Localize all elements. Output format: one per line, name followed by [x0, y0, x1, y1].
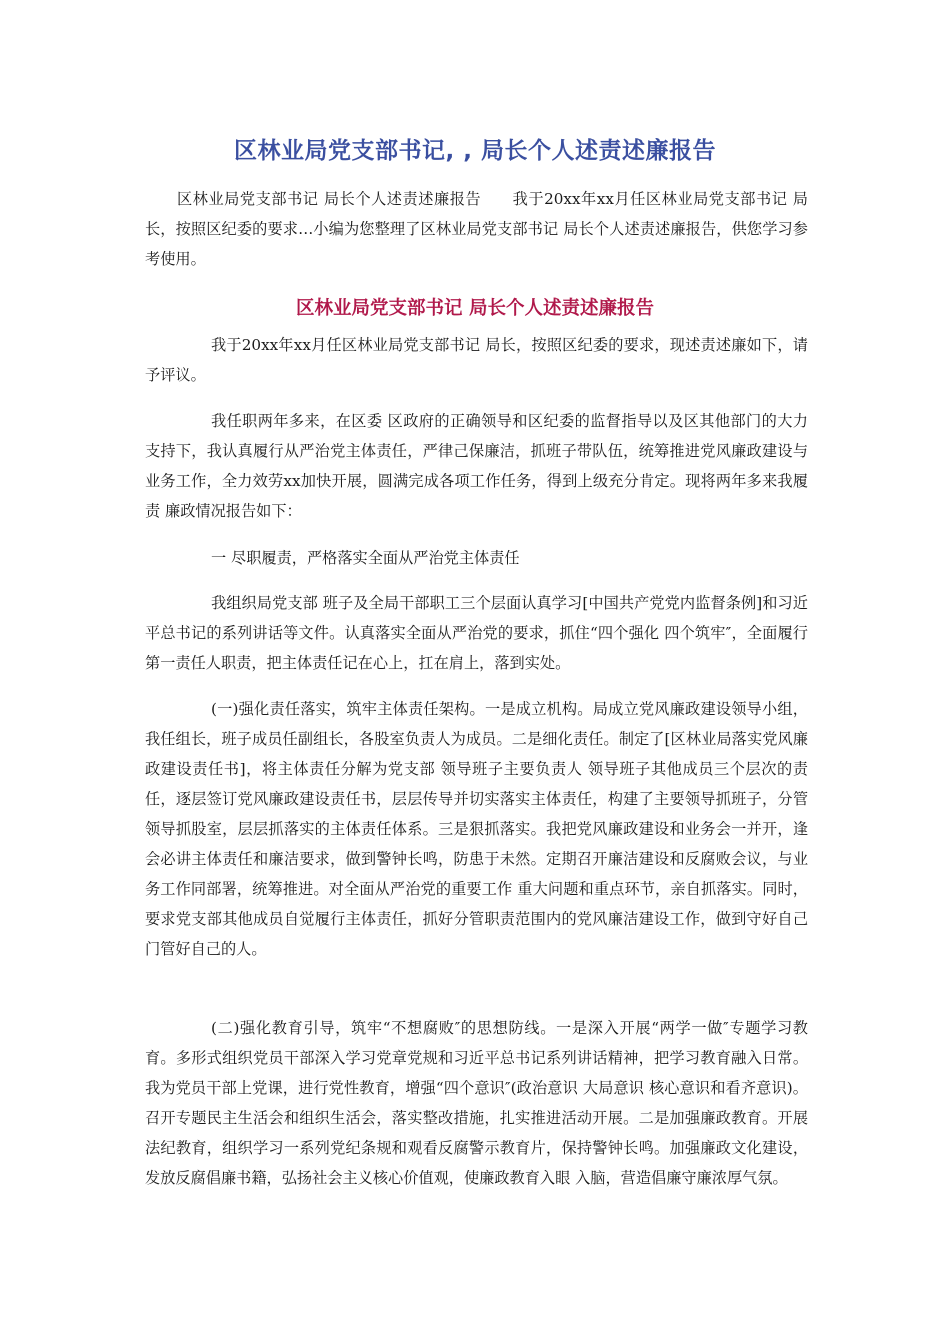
- body-paragraph: 我于20xx年xx月任区林业局党支部书记 局长，按照区纪委的要求，现述责述廉如下，请予评议。: [145, 336, 808, 384]
- section-heading: 一 尽职履责，严格落实全面从严治党主体责任: [211, 549, 520, 567]
- body-paragraph: (二)强化教育引导，筑牢“不想腐败″的思想防线。一是深入开展“两学一做″专题学习教育。多形式组织党员干部深入学习党章党规和习近平总书记系列讲话精神，把学习教育融入日常。我为党员干部上党课，进行党性教育，增强“四个意识″(政治意识 大局意识 核心意识和看齐意识)。召开专题民主生活会和组织生活会，落实整改措施，扎实推进活动开展。二是加强廉政教育。开展法纪教育，组织学习一系列党纪条规和观看反腐警示教育片，保持警钟长鸣。加强廉政文化建设，发放反腐倡廉书籍，弘扬社会主义核心价值观，使廉政教育入眼 入脑，营造倡廉守廉浓厚气氛。: [145, 1019, 808, 1187]
- body-paragraph: 我组织局党支部 班子及全局干部职工三个层面认真学习[中国共产党党内监督条例]和习近平总书记的系列讲话等文件。认真落实全面从严治党的要求，抓住“四个强化 四个筑牢″，全面履行第一责任人职责，把主体责任记在心上，扛在肩上，落到实处。: [145, 594, 808, 672]
- report-subtitle: 区林业局党支部书记 局长个人述责述廉报告: [296, 298, 654, 319]
- document-title: 区林业局党支部书记, , 局长个人述责述廉报告: [234, 138, 716, 164]
- body-paragraph: (一)强化责任落实，筑牢主体责任架构。一是成立机构。局成立党风廉政建设领导小组，我任组长，班子成员任副组长，各股室负责人为成员。二是细化责任。制定了[区林业局落实党风廉政建设责任书]，将主体责任分解为党支部 领导班子主要负责人 领导班子其他成员三个层次的责任，逐层签订党风廉政建设责任书，层层传导并切实落实主体责任，构建了主要领导抓班子，分管领导抓股室，层层抓落实的主体责任体系。三是狠抓落实。我把党风廉政建设和业务会一并开，逢会必讲主体责任和廉洁要求，做到警钟长鸣，防患于未然。定期召开廉洁建设和反腐败会议，与业务工作同部署，统筹推进。对全面从严治党的重要工作 重大问题和重点环节，亲自抓落实。同时，要求党支部其他成员自觉履行主体责任，抓好分管职责范围内的党风廉洁建设工作，做到守好自己门管好自己的人。: [145, 700, 808, 958]
- intro-paragraph: 区林业局党支部书记 局长个人述责述廉报告 我于20xx年xx月任区林业局党支部书记 局长，按照区纪委的要求…小编为您整理了区林业局党支部书记 局长个人述责述廉报告，供您学习参考使用。: [145, 190, 808, 268]
- body-paragraph: 我任职两年多来，在区委 区政府的正确领导和区纪委的监督指导以及区其他部门的大力支持下，我认真履行从严治党主体责任，严律己保廉洁，抓班子带队伍，统筹推进党风廉政建设与业务工作，全力效劳xx加快开展，圆满完成各项工作任务，得到上级充分肯定。现将两年多来我履责 廉政情况报告如下：: [145, 412, 808, 520]
